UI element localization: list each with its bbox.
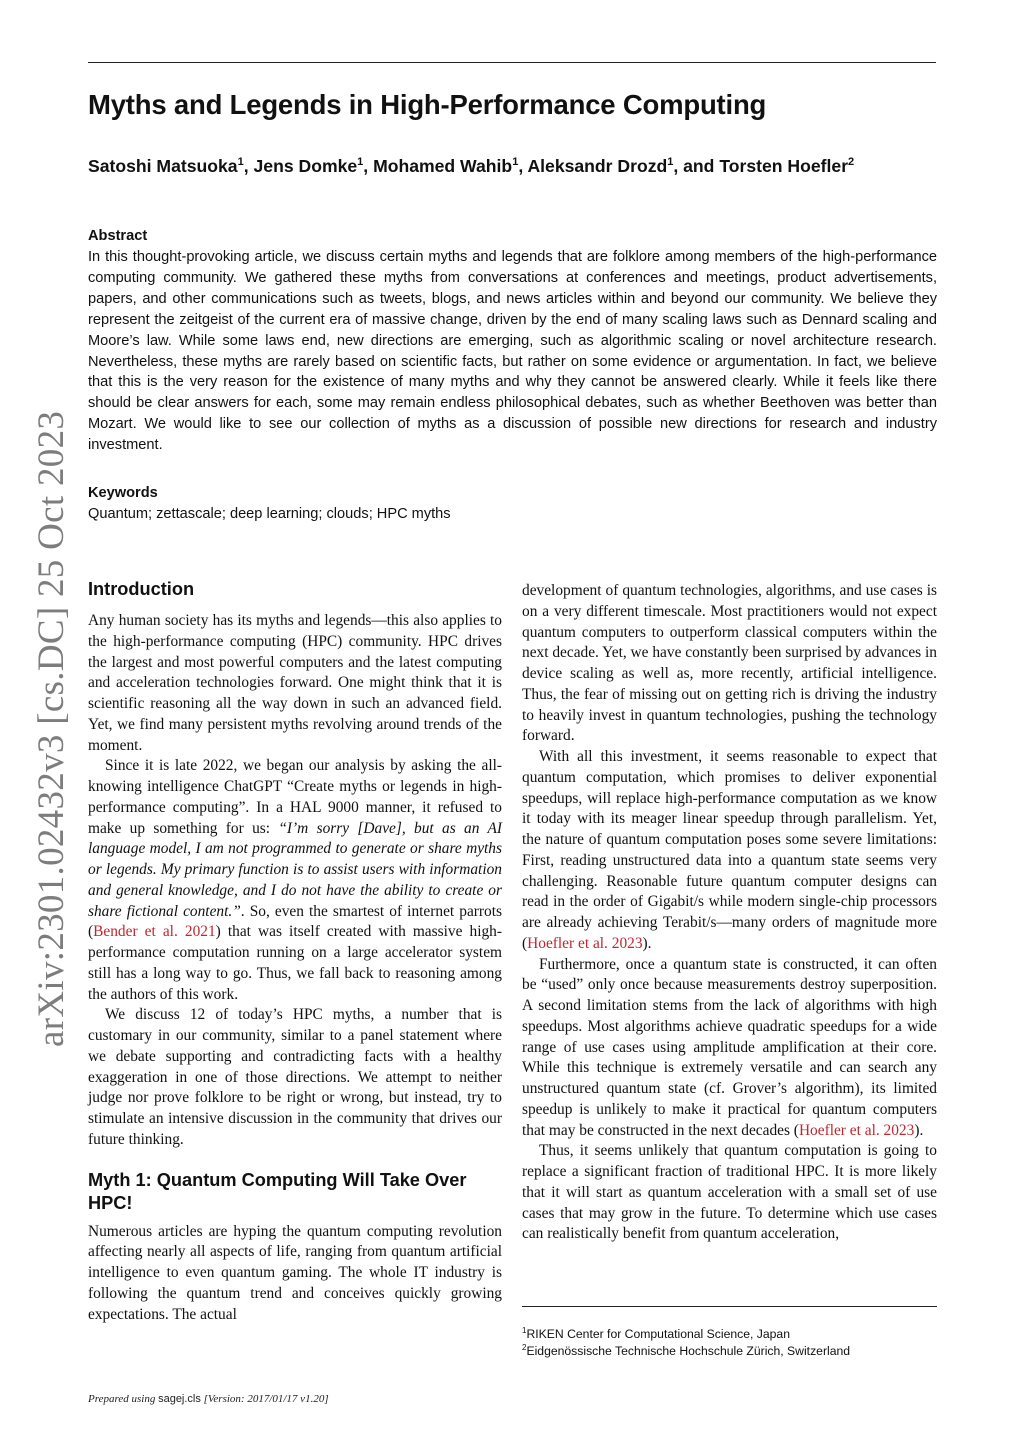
footnote-rule	[522, 1306, 937, 1307]
footnote-mark: 2	[522, 1342, 527, 1352]
author-affiliation-mark: 1	[237, 156, 244, 169]
footnote-text: RIKEN Center for Computational Science, Japan	[526, 1327, 790, 1341]
author-separator: ,	[243, 156, 254, 176]
author-separator: ,	[363, 156, 374, 176]
paper-title: Myths and Legends in High-Performance Computing	[88, 89, 767, 120]
author-name: Jens Domke	[253, 156, 358, 176]
citation-link[interactable]: Bender et al. 2021	[93, 923, 216, 941]
arxiv-identifier-stamp: arXiv:2301.02432v3 [cs.DC] 25 Oct 2023	[31, 410, 72, 1047]
intro-paragraph-3: We discuss 12 of today’s HPC myths, a number that is customary in our community, similar to a panel statement where we debate supporting and contradicting facts with a healthy exaggeration in one of those directions. We attempt to neither judge nor prove folklore to be right or wrong, but instead, try to stimulate an intensive discussion in the community that drives our future thinking.	[88, 1006, 502, 1148]
myth1-paragraph-3	[522, 955, 937, 1142]
intro-paragraph-1: Any human society has its myths and legends—this also applies to the high-performance computing (HPC) community. HPC drives the largest and most powerful computers and the latest computing and acceleration technologies forward. One might think that it is scientific reasoning all the way down in such an advanced field. Yet, we find many persistent myths revolving around trends of the moment.	[88, 612, 502, 754]
author-separator: ,	[518, 156, 528, 176]
author-affiliation-mark: 1	[512, 156, 519, 169]
author-name: Aleksandr Drozd	[527, 156, 668, 176]
footer-version: [Version: 2017/01/17 v1.20]	[200, 1393, 329, 1405]
author-affiliation-mark: 1	[357, 156, 364, 169]
affiliation-footnotes	[522, 1326, 850, 1360]
footnote-item	[522, 1326, 850, 1343]
paragraph-text: With all this investment, it seems reasonable to expect that quantum computation, which promises to deliver exponential speedups, will replace high-performance computation as we know it today with its meager linear speedup through parallelism. Yet, the nature of quantum computation poses some severe limitations: First, reading unstructured data into a quantum state seems very challenging. Reasonable future quantum computer designs can read in the order of Gigabit/s while modern single-chip processors are already achieving Terabit/s—many orders of magnitude more (	[522, 748, 937, 952]
paragraph-text: Furthermore, once a quantum state is constructed, it can often be “used” only once because measurements destroy superposition. A second limitation stems from the lack of algorithms with high speedups. Most algorithms achieve quadratic speedups for a wide range of use cases using amplitude amplification at their core. While this technique is extremely versatile and can search any unstructured quantum state (cf. Grover’s algorithm), its limited speedup is unlikely to make it practical for quantum computers that may be constructed in the next decades (	[522, 955, 937, 1139]
abstract-heading: Abstract	[88, 228, 148, 244]
abstract-text: In this thought-provoking article, we discuss certain myths and legends that are folklore among members of the high-performance computing community. We gathered these myths from conversations at conferences and meetings, product advertisements, papers, and other communications such as tweets, blogs, and news articles within and beyond our community. We believe they represent the zeitgeist of the current era of massive change, driven by the end of many scaling laws such as Dennard scaling and Moore’s law. While some laws end, new directions are emerging, such as algorithmic scaling or novel architecture research. Nevertheless, these myths are rarely based on scientific facts, but rather on some evidence or argumentation. In fact, we believe that this is the very reason for the existence of many myths and why they cannot be answered clearly. While it feels like there should be clear answers for each, some may remain endless philosophical debates, such as whether Beethoven was better than Mozart. We would like to see our collection of myths as a discussion of possible new directions for research and industry investment.	[88, 249, 937, 454]
citation-link[interactable]: Hoefler et al. 2023	[527, 934, 643, 952]
paragraph-text: . So, even the smartest of internet parrots (	[88, 902, 502, 941]
author-separator: , and	[673, 156, 720, 176]
paragraph-text: ).	[914, 1121, 924, 1139]
paragraph-text: ) that was itself created with massive high-performance computation running on a large accelerator system still has a long way to go. Thus, we fall back to reasoning among the authors of this work.	[88, 923, 502, 1003]
intro-paragraph-2	[88, 756, 502, 1005]
footer-class-file: sagej.cls	[158, 1393, 201, 1405]
keywords-heading: Keywords	[88, 485, 158, 501]
myth1-paragraph-1: Numerous articles are hyping the quantum computing revolution affecting nearly all aspects of life, ranging from quantum artificial intelligence to even quantum gaming. The whole IT industry is following the quantum trend and conceives quickly growing expectations. The actual	[88, 1222, 502, 1323]
citation-link[interactable]: Hoefler et al. 2023	[798, 1121, 915, 1139]
keywords-text: Quantum; zettascale; deep learning; clouds; HPC myths	[88, 506, 451, 522]
section-heading-introduction: Introduction	[88, 579, 195, 599]
author-list	[88, 156, 948, 177]
myth1-paragraph-4: Thus, it seems unlikely that quantum computation is going to replace a significant fraction of traditional HPC. It is more likely that it will start as quantum acceleration with a small set of use cases that may grow in the future. To determine which use cases can realistically benefit from quantum acceleration,	[522, 1142, 937, 1243]
footer-prefix: Prepared using	[88, 1393, 159, 1405]
paragraph-text: Since it is late 2022, we began our analysis by asking the all-knowing intelligence ChatGPT “Create myths or legends in high-performance computing”. In a HAL 9000 manner, it refused to make up something for us:	[88, 757, 502, 837]
prepared-using-footer	[88, 1393, 329, 1405]
author-name: Satoshi Matsuoka	[88, 156, 238, 176]
section-heading-myth-1: Myth 1: Quantum Computing Will Take Over HPC!	[88, 1169, 467, 1213]
myth1-paragraph-1-continued: development of quantum technologies, algorithms, and use cases is on a very different timescale. Most practitioners would not expect quantum computers to outperform classical computers within the next decade. Yet, we have constantly been surprised by advances in device scaling as well as, more recently, artificial intelligence. Thus, the fear of missing out on getting rich is driving the industry to heavily invest in quantum technologies, pushing the technology forward.	[522, 582, 937, 745]
myth1-paragraph-2	[522, 747, 937, 955]
author-name: Torsten Hoefler	[719, 156, 849, 176]
footnote-mark: 1	[522, 1325, 527, 1335]
author-affiliation-mark: 2	[848, 156, 855, 169]
right-column	[522, 581, 937, 1245]
author-name: Mohamed Wahib	[373, 156, 513, 176]
paragraph-text: ).	[642, 934, 652, 952]
left-column	[88, 578, 502, 1325]
author-affiliation-mark: 1	[667, 156, 674, 169]
top-rule	[88, 62, 936, 63]
footnote-text: Eidgenössische Technische Hochschule Zürich, Switzerland	[526, 1344, 851, 1358]
chatgpt-quote: “I’m sorry [Dave], but as an AI language model, I am not programmed to generate or share myths or legends. My primary function is to assist users with information and general knowledge, and I do not have the ability to create or share fictional content.”	[88, 819, 502, 920]
footnote-item	[522, 1343, 850, 1360]
